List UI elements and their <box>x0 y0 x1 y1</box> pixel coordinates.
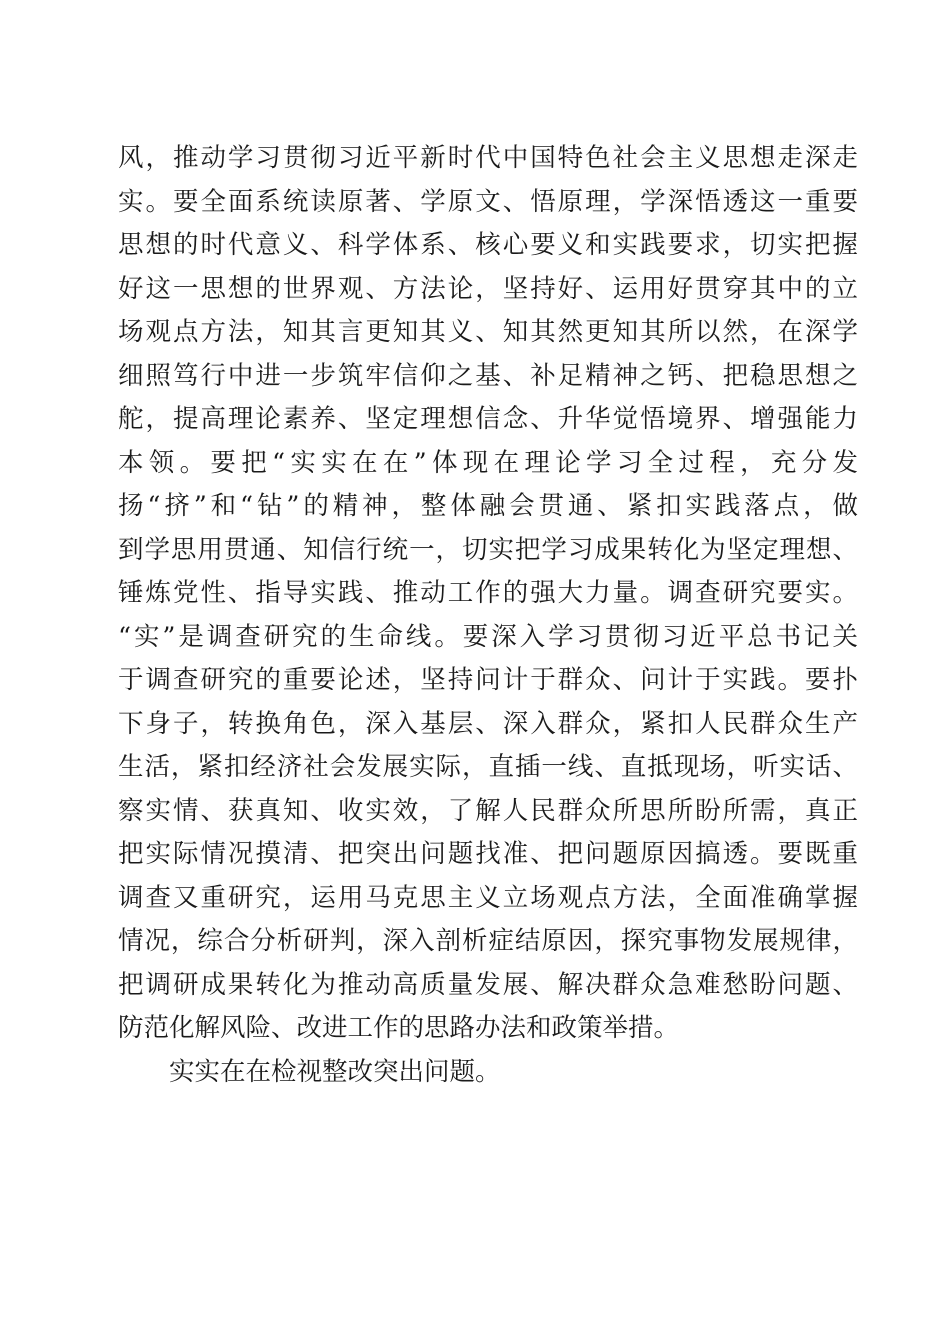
text-line: 好这一思想的世界观、方法论，坚持好、运用好贯穿其中的立 <box>118 273 858 304</box>
text-line: 调查又重研究，运用马克思主义立场观点方法，全面准确掌握 <box>118 882 858 913</box>
text-line: 细照笃行中进一步筑牢信仰之基、补足精神之钙、把稳思想之 <box>118 360 858 391</box>
text-line: 生活，紧扣经济社会发展实际，直插一线、直抵现场，听实话、 <box>118 752 858 782</box>
text-line: 防范化解风险、改进工作的思路办法和政策举措。 <box>118 1013 680 1043</box>
text-line: 风，推动学习贯彻习近平新时代中国特色社会主义思想走深走 <box>118 143 858 173</box>
text-line: 于调查研究的重要论述，坚持问计于群众、问计于实践。要扑 <box>118 665 858 695</box>
text-line: 察实情、获真知、收实效，了解人民群众所思所盼所需，真正 <box>118 795 858 826</box>
section-heading-paragraph: 实实在在检视整改突出问题。 <box>169 1056 501 1087</box>
text-line: “实”是调查研究的生命线。要深入学习贯彻习近平总书记关 <box>118 621 858 652</box>
text-line: 扬“挤”和“钻”的精神，整体融会贯通、紧扣实践落点，做 <box>118 491 858 521</box>
body-text <box>118 137 858 1094</box>
text-line: 思想的时代意义、科学体系、核心要义和实践要求，切实把握 <box>118 230 858 260</box>
text-line: 场观点方法，知其言更知其义、知其然更知其所以然，在深学 <box>118 317 858 347</box>
text-line: 把实际情况摸清、把突出问题找准、把问题原因搞透。要既重 <box>118 839 858 869</box>
text-line: 把调研成果转化为推动高质量发展、解决群众急难愁盼问题、 <box>118 969 858 1000</box>
text-line: 本领。要把“实实在在”体现在理论学习全过程，充分发 <box>118 447 858 478</box>
text-line: 情况，综合分析研判，深入剖析症结原因，探究事物发展规律， <box>118 926 858 956</box>
text-line: 下身子，转换角色，深入基层、深入群众，紧扣人民群众生产 <box>118 708 858 739</box>
text-line: 实。要全面系统读原著、学原文、悟原理，学深悟透这一重要 <box>118 186 858 217</box>
text-line: 舵，提高理论素养、坚定理想信念、升华觉悟境界、增强能力 <box>118 404 858 434</box>
text-line: 锤炼党性、指导实践、推动工作的强大力量。调查研究要实。 <box>118 578 858 608</box>
text-line: 到学思用贯通、知信行统一，切实把学习成果转化为坚定理想、 <box>118 534 858 565</box>
